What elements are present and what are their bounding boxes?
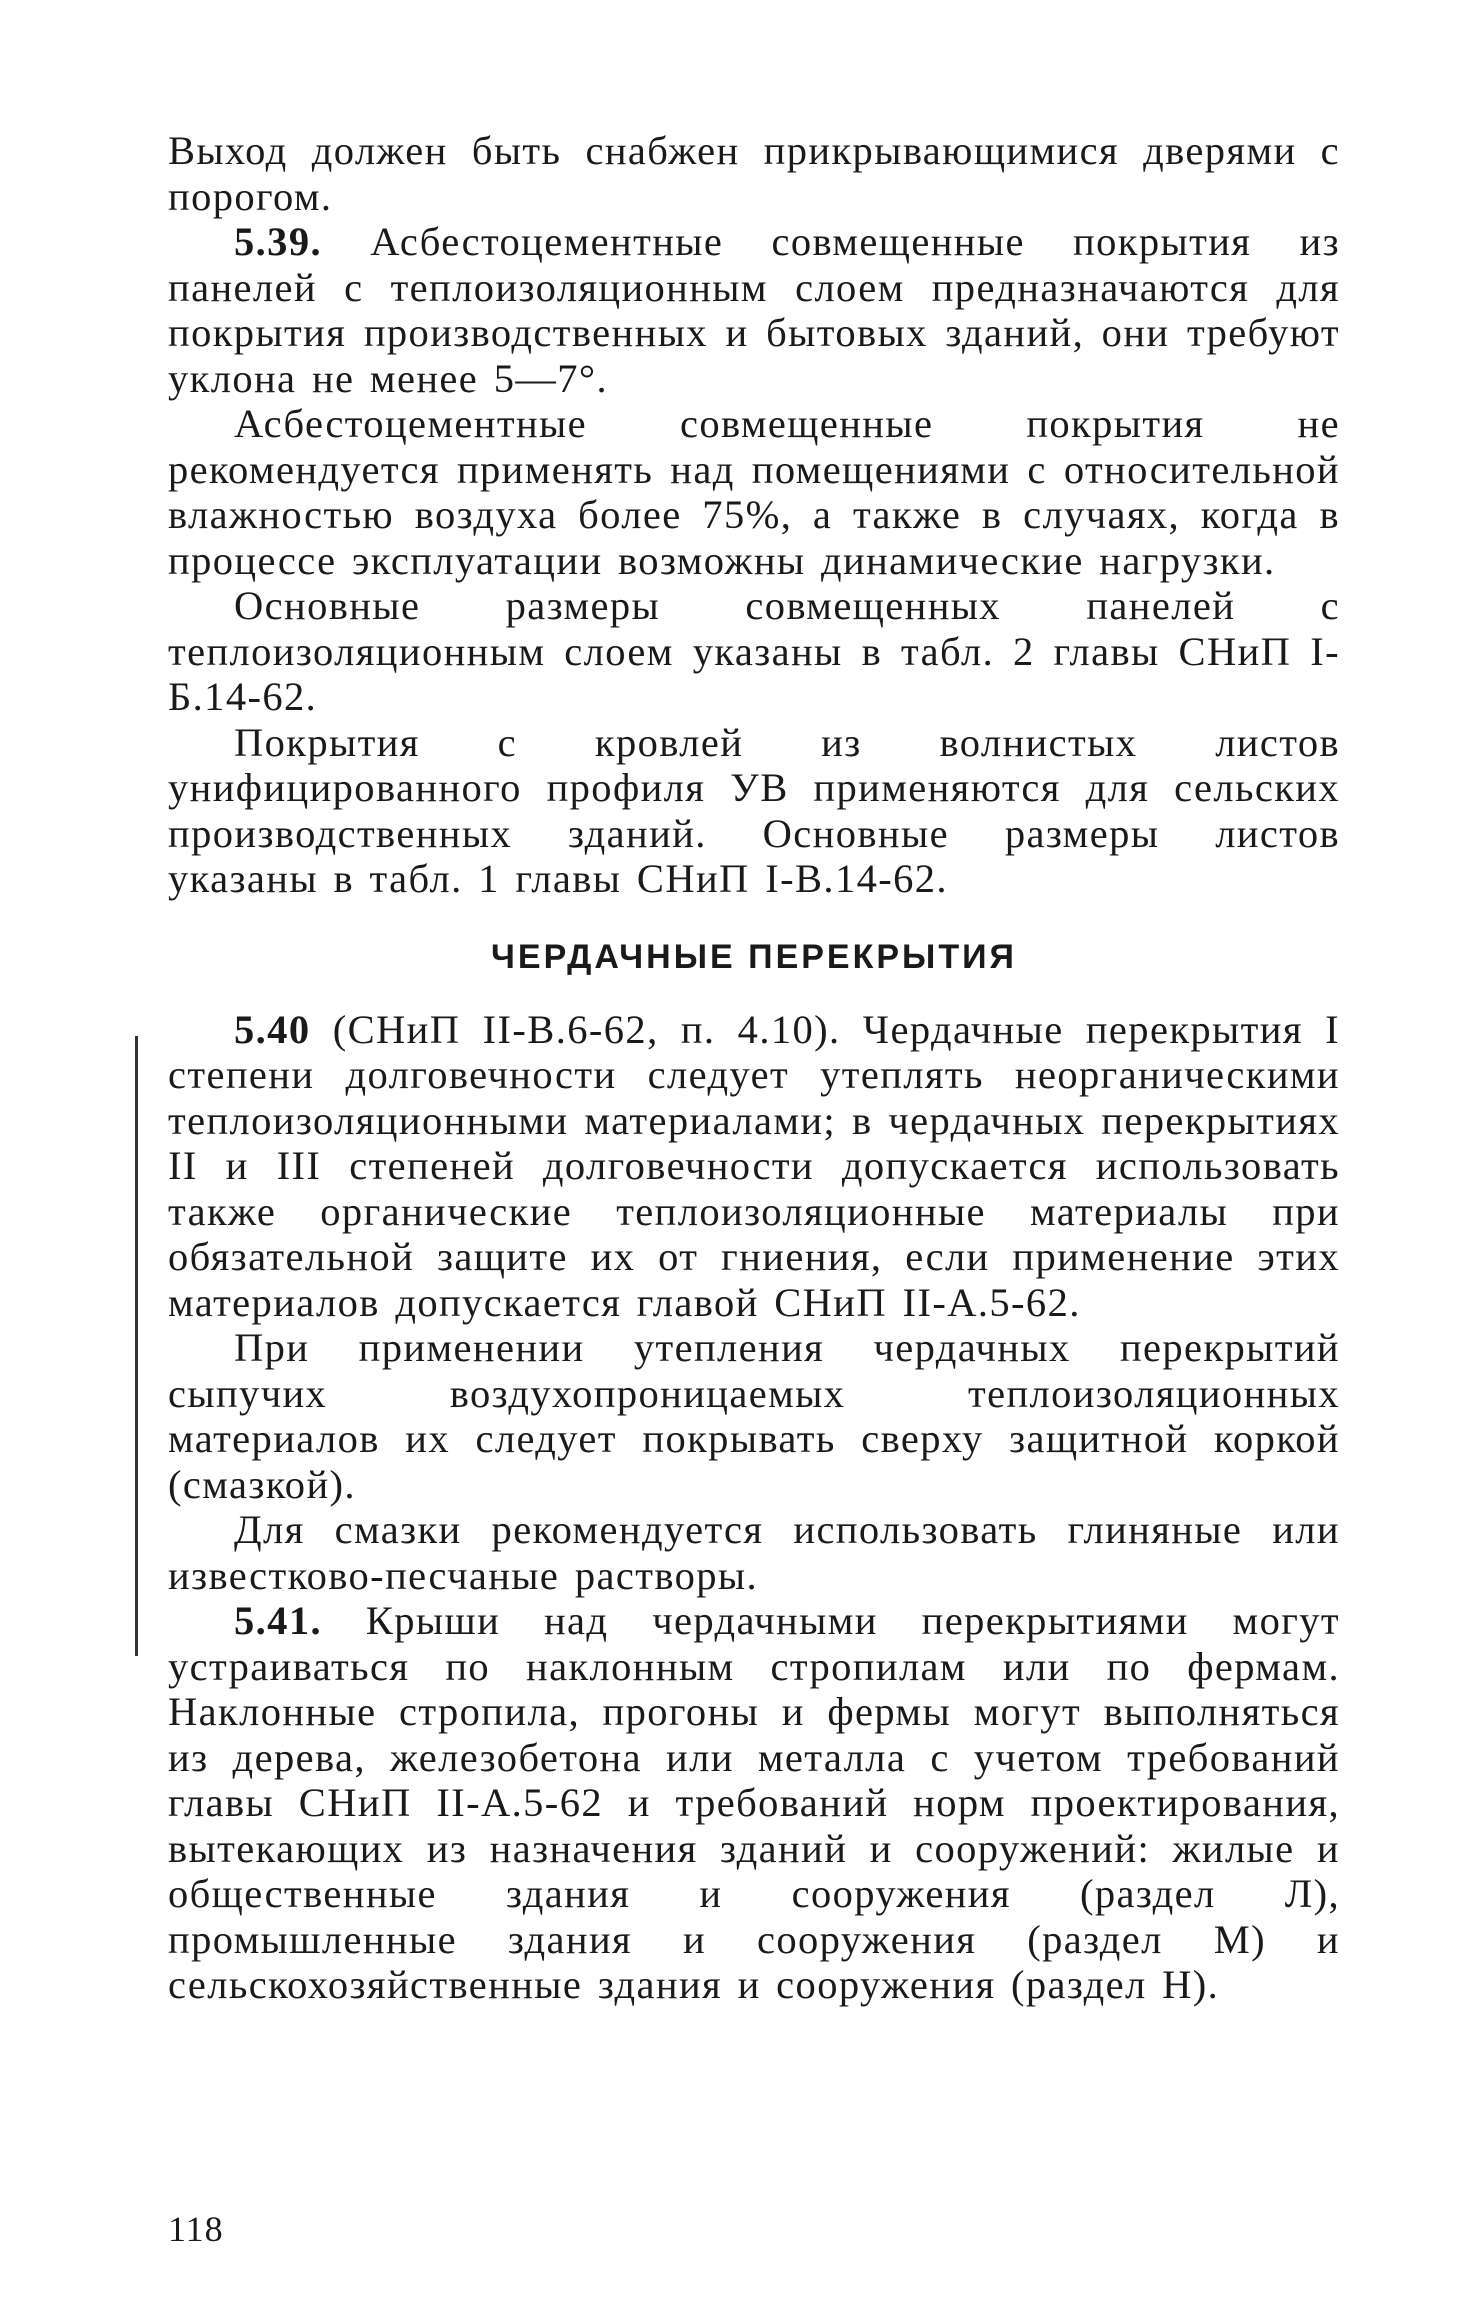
paragraph-5-39-d: Покрытия с кровлей из волнистых листов унифицированного профиля УВ применяются для сельских производственных зданий. Основные размеры листов указаны в табл. 1 главы СНиП I-В.14-62. xyxy=(168,719,1340,901)
clause-number: 5.40 xyxy=(234,1006,311,1052)
section-heading: ЧЕРДАЧНЫЕ ПЕРЕКРЫТИЯ xyxy=(491,937,1017,976)
clause-text: (СНиП II-В.6-62, п. 4.10). Чердачные перекрытия I степени долговечности следует утеплять неорганическими теплоизоляционными материалами; в чердачных перекрытиях II и III степеней долговечности допускается использовать также органические теплоизоляционные материалы при обязательной защите их от гниения, если применение этих материалов допускается главой СНиП II-А.5-62. xyxy=(168,1006,1340,1325)
page-number: 118 xyxy=(168,2209,224,2249)
paragraph-5-39-b: Асбестоцементные совмещенные покрытия не рекомендуется применять над помещениями с относительной влажностью воздуха более 75%, а также в случаях, когда в процессе эксплуатации возможны динамические нагрузки. xyxy=(168,401,1340,583)
page-body xyxy=(168,128,1340,2008)
margin-change-bar xyxy=(135,1036,138,1656)
paragraph-5-39-c: Основные размеры совмещенных панелей с теплоизоляционным слоем указаны в табл. 2 главы СНиП I-Б.14-62. xyxy=(168,583,1340,719)
paragraph-5-41 xyxy=(168,1598,1340,2008)
paragraph-5-39 xyxy=(168,219,1340,401)
clause-text: Крыши над чердачными перекрытиями могут устраиваться по наклонным стропилам или по фермам. Наклонные стропила, прогоны и фермы могут выполняться из дерева, железобетона или металла с учетом требований главы СНиП II-А.5-62 и требований норм проектирования, вытекающих из назначения зданий и сооружений: жилые и общественные здания и сооружения (раздел Л), промышленные здания и сооружения (раздел М) и сельскохозяйственные здания и сооружения (раздел Н). xyxy=(168,1598,1340,2007)
clause-text: Асбестоцементные совмещенные покрытия из панелей с теплоизоляционным слоем предназначаются для покрытия производственных и бытовых зданий, они требуют уклона не менее 5—7°. xyxy=(168,219,1340,401)
paragraph-5-40-c: Для смазки рекомендуется использовать глиняные или известково-песчаные растворы. xyxy=(168,1507,1340,1598)
intro-paragraph: Выход должен быть снабжен прикрывающимися дверями с порогом. xyxy=(168,128,1340,219)
clause-number: 5.39. xyxy=(234,219,322,264)
paragraph-5-40 xyxy=(168,1007,1340,1326)
paragraph-5-40-b: При применении утепления чердачных перекрытий сыпучих воздухопроницаемых теплоизоляционных материалов их следует покрывать сверху защитной коркой (смазкой). xyxy=(168,1325,1340,1507)
clause-number: 5.41. xyxy=(234,1598,322,1643)
